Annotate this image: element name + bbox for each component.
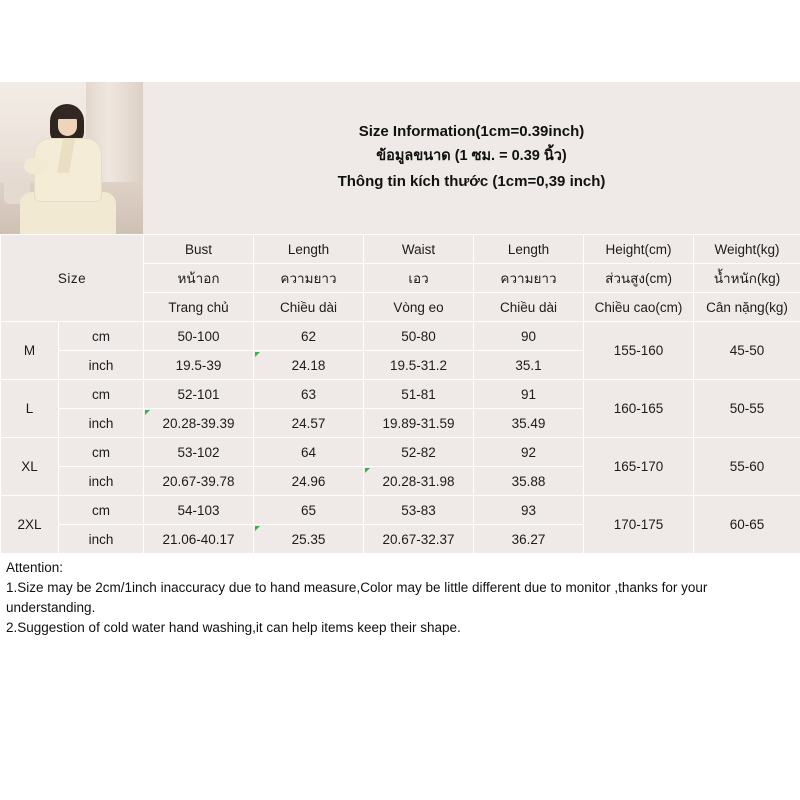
cell-l-inch-waist: 19.89-31.59 (364, 409, 474, 438)
header-bust-th: หน้าอก (144, 264, 254, 293)
row-size-l: L (1, 380, 59, 438)
cell-xl-weight: 55-60 (694, 438, 800, 496)
row-unit-inch: inch (59, 467, 144, 496)
cell-2xl-inch-bust: 21.06-40.17 (144, 525, 254, 554)
cell-2xl-cm-waist: 53-83 (364, 496, 474, 525)
cell-xl-inch-bust: 20.67-39.78 (144, 467, 254, 496)
header-waist-vi: Vòng eo (364, 293, 474, 322)
cell-m-cm-waist: 50-80 (364, 322, 474, 351)
row-unit-inch: inch (59, 351, 144, 380)
cell-xl-height: 165-170 (584, 438, 694, 496)
header-bust-vi: Trang chủ (144, 293, 254, 322)
cell-xl-inch-length1: 24.96 (254, 467, 364, 496)
cell-m-inch-bust: 19.5-39 (144, 351, 254, 380)
header-weight-en: Weight(kg) (694, 235, 800, 264)
row-size-2xl: 2XL (1, 496, 59, 554)
attention-block (0, 554, 800, 646)
cell-l-inch-length1: 24.57 (254, 409, 364, 438)
size-table (0, 234, 800, 554)
header-length2-vi: Chiều dài (474, 293, 584, 322)
header-waist-en: Waist (364, 235, 474, 264)
row-unit-inch: inch (59, 525, 144, 554)
table-header-row-en (1, 235, 800, 264)
size-chart-sheet (0, 82, 800, 646)
cell-l-cm-length1: 63 (254, 380, 364, 409)
cell-m-weight: 45-50 (694, 322, 800, 380)
cell-2xl-inch-length2: 36.27 (474, 525, 584, 554)
table-row (1, 438, 800, 467)
header-length1-en: Length (254, 235, 364, 264)
header-height-th: ส่วนสูง(cm) (584, 264, 694, 293)
cell-2xl-cm-bust: 54-103 (144, 496, 254, 525)
title-line-th: ข้อมูลขนาด (1 ซม. = 0.39 นิ้ว) (376, 147, 567, 164)
header-waist-th: เอว (364, 264, 474, 293)
cell-l-height: 160-165 (584, 380, 694, 438)
header-length1-th: ความยาว (254, 264, 364, 293)
cell-2xl-height: 170-175 (584, 496, 694, 554)
title-block (143, 82, 800, 234)
cell-xl-inch-waist: 20.28-31.98 (364, 467, 474, 496)
attention-title: Attention: (6, 560, 64, 575)
header-weight-vi: Cân nặng(kg) (694, 293, 800, 322)
header-height-en: Height(cm) (584, 235, 694, 264)
header-length1-vi: Chiều dài (254, 293, 364, 322)
row-unit-cm: cm (59, 438, 144, 467)
header-length2-en: Length (474, 235, 584, 264)
cell-m-inch-length2: 35.1 (474, 351, 584, 380)
product-photo (0, 82, 143, 234)
cell-2xl-inch-waist: 20.67-32.37 (364, 525, 474, 554)
attention-line-2: 2.Suggestion of cold water hand washing,it can help items keep their shape. (6, 620, 461, 635)
cell-l-cm-bust: 52-101 (144, 380, 254, 409)
cell-l-weight: 50-55 (694, 380, 800, 438)
model-arm (24, 158, 48, 174)
cell-m-cm-length2: 90 (474, 322, 584, 351)
row-unit-cm: cm (59, 496, 144, 525)
row-unit-cm: cm (59, 380, 144, 409)
cell-2xl-weight: 60-65 (694, 496, 800, 554)
attention-line-1: 1.Size may be 2cm/1inch inaccuracy due to hand measure,Color may be little different due to monitor ,thanks for your (6, 580, 708, 595)
title-line-en: Size Information(1cm=0.39inch) (358, 122, 585, 140)
cell-2xl-cm-length1: 65 (254, 496, 364, 525)
cell-l-cm-waist: 51-81 (364, 380, 474, 409)
row-unit-cm: cm (59, 322, 144, 351)
attention-line-1b: understanding. (6, 600, 96, 615)
cell-m-inch-length1: 24.18 (254, 351, 364, 380)
cell-m-height: 155-160 (584, 322, 694, 380)
cell-xl-cm-waist: 52-82 (364, 438, 474, 467)
row-size-m: M (1, 322, 59, 380)
cell-xl-cm-length2: 92 (474, 438, 584, 467)
table-row (1, 380, 800, 409)
header-bust-en: Bust (144, 235, 254, 264)
cell-2xl-inch-length1: 25.35 (254, 525, 364, 554)
row-unit-inch: inch (59, 409, 144, 438)
table-row (1, 496, 800, 525)
title-line-vi: Thông tin kích thước (1cm=0,39 inch) (337, 172, 606, 190)
cell-m-cm-length1: 62 (254, 322, 364, 351)
cell-xl-cm-bust: 53-102 (144, 438, 254, 467)
cell-xl-inch-length2: 35.88 (474, 467, 584, 496)
cell-xl-cm-length1: 64 (254, 438, 364, 467)
row-size-xl: XL (1, 438, 59, 496)
cell-l-cm-length2: 91 (474, 380, 584, 409)
header-length2-th: ความยาว (474, 264, 584, 293)
cell-l-inch-bust: 20.28-39.39 (144, 409, 254, 438)
table-row (1, 322, 800, 351)
size-header-cell: Size (1, 235, 144, 322)
cell-m-inch-waist: 19.5-31.2 (364, 351, 474, 380)
header-band (0, 82, 800, 234)
header-height-vi: Chiều cao(cm) (584, 293, 694, 322)
cell-l-inch-length2: 35.49 (474, 409, 584, 438)
cell-2xl-cm-length2: 93 (474, 496, 584, 525)
model-hair-front (55, 106, 81, 119)
header-weight-th: น้ำหนัก(kg) (694, 264, 800, 293)
cell-m-cm-bust: 50-100 (144, 322, 254, 351)
